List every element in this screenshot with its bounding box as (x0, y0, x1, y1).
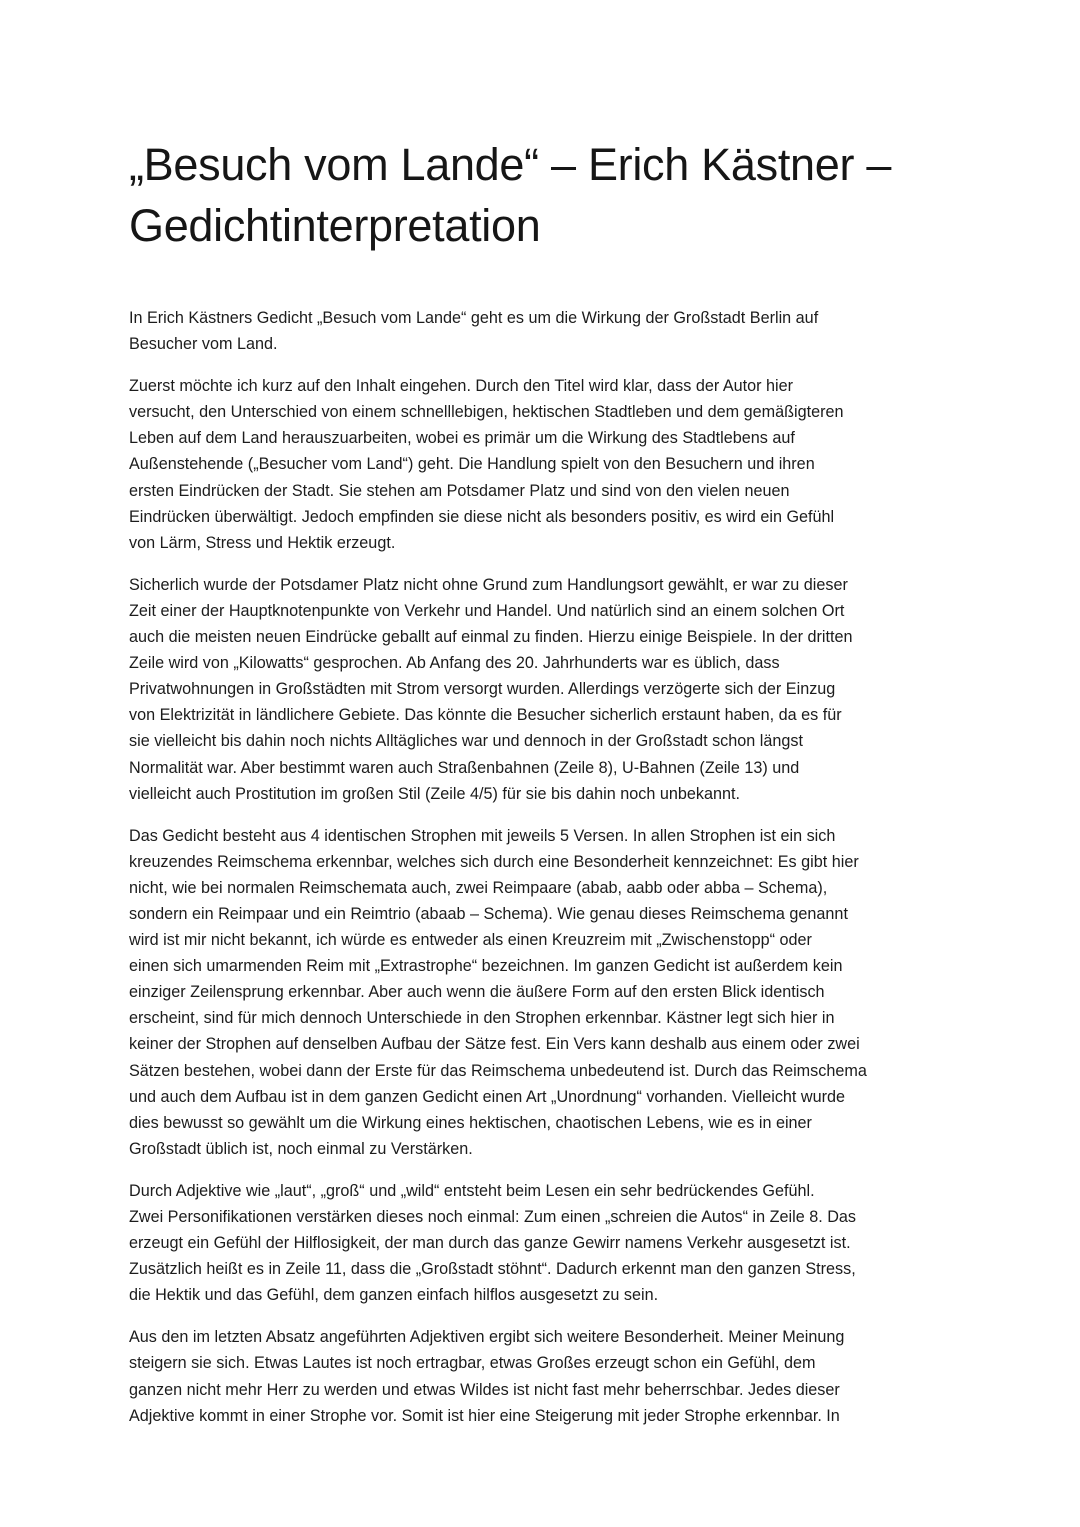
paragraph-line: Großstadt üblich ist, noch einmal zu Verstärken. (129, 1139, 473, 1158)
paragraph-line: ersten Eindrücken der Stadt. Sie stehen am Potsdamer Platz und sind von den vielen neuen (129, 481, 790, 500)
paragraph-line: nicht, wie bei normalen Reimschemata auch, zwei Reimpaare (abab, aabb oder abba – Schema), (129, 878, 828, 897)
paragraph-line: steigern sie sich. Etwas Lautes ist noch ertragbar, etwas Großes erzeugt schon ein Gefühl, dem (129, 1354, 816, 1373)
paragraph-line: erscheint, sind für mich dennoch Unterschiede in den Strophen erkennbar. Kästner legt sich hier in (129, 1009, 835, 1028)
paragraph-line: Aus den im letzten Absatz angeführten Adjektiven ergibt sich weitere Besonderheit. Meiner Meinung (129, 1328, 845, 1347)
paragraph-line: Zeit einer der Hauptknotenpunkte von Verkehr und Handel. Und natürlich sind an einem solchen Ort (129, 601, 845, 620)
paragraph-line: auch die meisten neuen Eindrücke geballt auf einmal zu finden. Hierzu einige Beispiele. In der dritten (129, 628, 853, 647)
paragraph-line: Zuerst möchte ich kurz auf den Inhalt eingehen. Durch den Titel wird klar, dass der Autor hier (129, 377, 794, 396)
paragraph-line: einen sich umarmenden Reim mit „Extrastrophe“ bezeichnen. Im ganzen Gedicht ist außerdem kein (129, 957, 843, 976)
paragraph-1 (129, 305, 944, 357)
paragraph-line: versucht, den Unterschied von einem schnelllebigen, hektischen Stadtleben und dem gemäßigteren (129, 403, 844, 422)
paragraph-4 (129, 823, 944, 1162)
paragraph-line: sie vielleicht bis dahin noch nichts Alltägliches war und dennoch in der Großstadt schon längst (129, 732, 803, 751)
paragraph-2 (129, 373, 944, 556)
paragraph-line: einziger Zeilensprung erkennbar. Aber auch wenn die äußere Form auf den ersten Blick identisch (129, 983, 825, 1002)
paragraph-line: die Hektik und das Gefühl, dem ganzen einfach hilflos ausgesetzt zu sein. (129, 1286, 659, 1305)
paragraph-6 (129, 1324, 944, 1428)
paragraph-line: von Lärm, Stress und Hektik erzeugt. (129, 533, 396, 552)
paragraph-line: von Elektrizität in ländlichere Gebiete. Das könnte die Besucher sicherlich erstaunt haben, da es für (129, 706, 842, 725)
paragraph-3 (129, 572, 944, 807)
paragraph-line: Eindrücken überwältigt. Jedoch empfinden sie diese nicht als besonders positiv, es wird ein Gefühl (129, 507, 835, 526)
paragraph-line: Privatwohnungen in Großstädten mit Strom versorgt wurden. Allerdings verzögerte sich der Einzug (129, 680, 836, 699)
paragraph-5 (129, 1178, 944, 1308)
paragraph-line: Sicherlich wurde der Potsdamer Platz nicht ohne Grund zum Handlungsort gewählt, er war zu dieser (129, 575, 848, 594)
title-line-2: Gedichtinterpretation (129, 200, 541, 251)
paragraph-line: Das Gedicht besteht aus 4 identischen Strophen mit jeweils 5 Versen. In allen Strophen ist ein sich (129, 826, 836, 845)
paragraph-line: wird ist mir nicht bekannt, ich würde es entweder als einen Kreuzreim mit „Zwischenstopp“ oder (129, 931, 812, 950)
paragraph-line: Adjektive kommt in einer Strophe vor. Somit ist hier eine Steigerung mit jeder Strophe erkennbar. In (129, 1406, 840, 1425)
paragraph-line: Zusätzlich heißt es in Zeile 11, dass die „Großstadt stöhnt“. Dadurch erkennt man den ganzen Stress, (129, 1260, 856, 1279)
paragraph-line: Durch Adjektive wie „laut“, „groß“ und „wild“ entsteht beim Lesen ein sehr bedrückendes Gefühl. (129, 1181, 815, 1200)
paragraph-line: Zeile wird von „Kilowatts“ gesprochen. Ab Anfang des 20. Jahrhunderts war es üblich, dass (129, 654, 780, 673)
paragraph-line: sondern ein Reimpaar und ein Reimtrio (abaab – Schema). Wie genau dieses Reimschema genannt (129, 904, 848, 923)
paragraph-line: In Erich Kästners Gedicht „Besuch vom Lande“ geht es um die Wirkung der Großstadt Berlin auf (129, 309, 819, 327)
paragraph-line: kreuzendes Reimschema erkennbar, welches sich durch eine Besonderheit kennzeichnet: Es gibt hier (129, 852, 859, 871)
paragraph-line: keiner der Strophen auf denselben Aufbau der Sätze fest. Ein Vers kann deshalb aus einem oder zwei (129, 1035, 860, 1054)
paragraph-line: Sätzen bestehen, wobei dann der Erste für das Reimschema unbedeutend ist. Durch das Reimschema (129, 1061, 867, 1080)
paragraph-line: dies bewusst so gewählt um die Wirkung eines hektischen, chaotischen Lebens, wie es in einer (129, 1113, 812, 1132)
paragraph-line: Zwei Personifikationen verstärken dieses noch einmal: Zum einen „schreien die Autos“ in Zeile 8. Das (129, 1208, 856, 1226)
paragraph-line: ganzen nicht mehr Herr zu werden und etwas Wildes ist nicht fast mehr beherrschbar. Jedes dieser (129, 1380, 840, 1399)
paragraph-line: vielleicht auch Prostitution im großen Stil (Zeile 4/5) für sie bis dahin noch unbekannt. (129, 784, 740, 803)
title-line-1: „Besuch vom Lande“ – Erich Kästner – (129, 139, 892, 190)
document-title (129, 134, 944, 256)
paragraph-line: erzeugt ein Gefühl der Hilflosigkeit, der man durch das ganze Gewirr namens Verkehr ausgesetzt ist. (129, 1234, 851, 1253)
paragraph-line: und auch dem Aufbau ist in dem ganzen Gedicht einen Art „Unordnung“ vorhanden. Vielleicht wurde (129, 1087, 846, 1106)
paragraph-line: Außenstehende („Besucher vom Land“) geht. Die Handlung spielt von den Besuchern und ihren (129, 455, 815, 474)
document-body (129, 305, 944, 1429)
paragraph-line: Leben auf dem Land herauszuarbeiten, wobei es primär um die Wirkung des Stadtlebens auf (129, 429, 795, 448)
paragraph-line: Normalität war. Aber bestimmt waren auch Straßenbahnen (Zeile 8), U-Bahnen (Zeile 13) und (129, 758, 800, 777)
paragraph-line: Besucher vom Land. (129, 335, 278, 354)
